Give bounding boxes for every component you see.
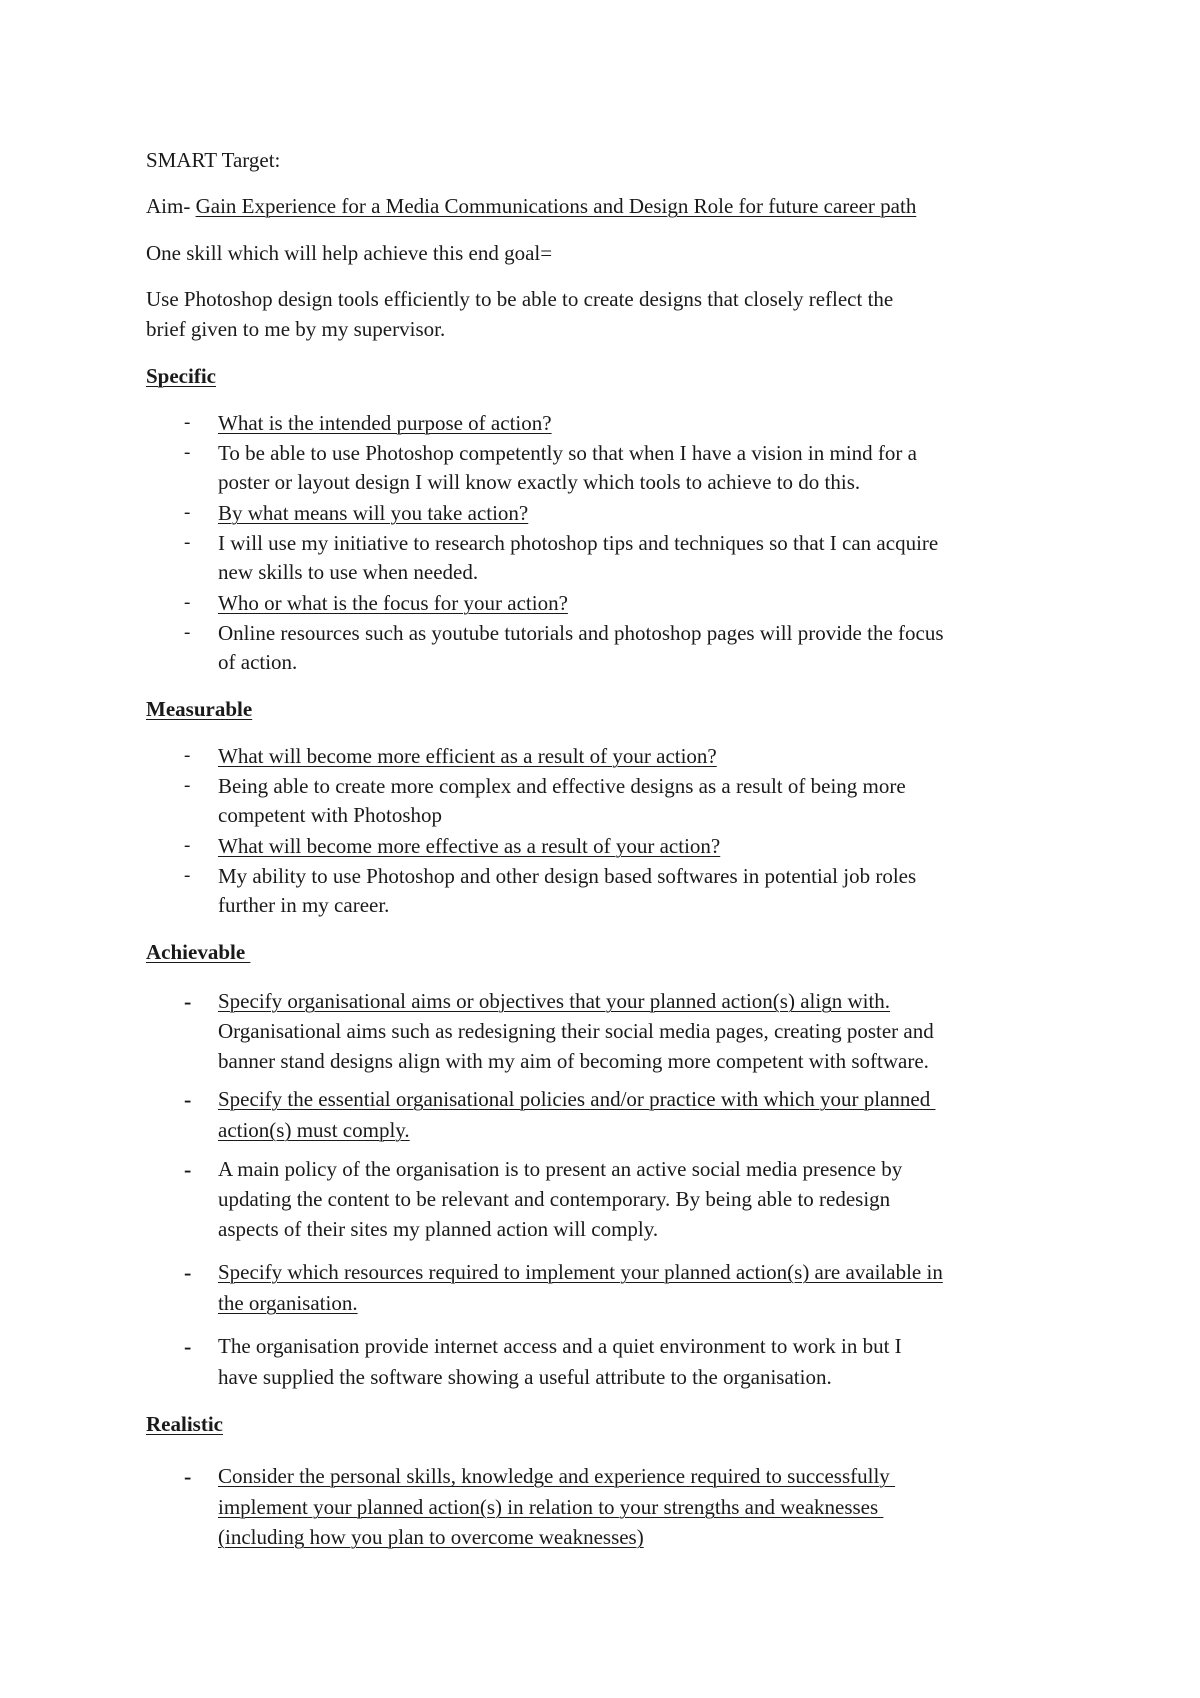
skill-line: brief given to me by my supervisor. [146,317,446,341]
specific-answer: poster or layout design I will know exactly which tools to achieve to do this. [218,470,861,494]
dash-bullet: - [184,592,191,613]
specific-answer: To be able to use Photoshop competently so that when I have a vision in mind for a [218,441,917,465]
dash-bullet: - [184,775,191,796]
achievable-answer: banner stand designs align with my aim of becoming more competent with software. [218,1049,929,1073]
achievable-answer: have supplied the software showing a useful attribute to the organisation. [218,1365,832,1389]
dash-bullet: - [184,622,191,643]
achievable-question: the organisation. [218,1291,358,1315]
dash-bullet: - [184,865,191,886]
aim-text: Gain Experience for a Media Communications and Design Role for future career path [195,194,917,218]
achievable-question: Specify the essential organisational policies and/or practice with which your planned [218,1087,936,1111]
dash-bullet: - [184,532,191,553]
skill-line: Use Photoshop design tools efficiently to be able to create designs that closely reflect the [146,287,894,311]
dash-bullet: - [184,1157,192,1182]
dash-bullet: - [184,1087,192,1112]
aim-prefix: Aim- [146,194,196,218]
measurable-question: What will become more efficient as a result of your action? [218,744,717,768]
dash-bullet: - [184,1260,192,1285]
measurable-answer: My ability to use Photoshop and other design based softwares in potential job roles [218,864,917,888]
aim-line [146,196,916,217]
achievable-answer: A main policy of the organisation is to present an active social media presence by [218,1157,903,1181]
skill-intro: One skill which will help achieve this end goal= [146,241,553,265]
specific-answer: new skills to use when needed. [218,560,479,584]
realistic-question: (including how you plan to overcome weaknesses) [218,1525,644,1549]
dash-bullet: - [184,1464,192,1489]
specific-question: Who or what is the focus for your action? [218,591,568,615]
dash-bullet: - [184,1334,192,1359]
measurable-answer: Being able to create more complex and effective designs as a result of being more [218,774,906,798]
dash-bullet: - [184,442,191,463]
achievable-answer: updating the content to be relevant and contemporary. By being able to redesign [218,1187,891,1211]
measurable-answer: competent with Photoshop [218,803,442,827]
specific-question: By what means will you take action? [218,501,529,525]
section-title-achievable: Achievable [146,940,251,964]
achievable-answer: aspects of their sites my planned action will comply. [218,1217,659,1241]
dash-bullet: - [184,502,191,523]
realistic-question: implement your planned action(s) in relation to your strengths and weaknesses [218,1495,884,1519]
dash-bullet: - [184,835,191,856]
dash-bullet: - [184,412,191,433]
dash-bullet: - [184,745,191,766]
achievable-answer: The organisation provide internet access and a quiet environment to work in but I [218,1334,902,1358]
achievable-question: Specify organisational aims or objectives that your planned action(s) align with. [218,989,891,1013]
specific-answer: of action. [218,650,298,674]
achievable-question: Specify which resources required to implement your planned action(s) are available in [218,1260,943,1284]
dash-bullet: - [184,989,192,1014]
specific-answer: I will use my initiative to research photoshop tips and techniques so that I can acquire [218,531,939,555]
specific-question: What is the intended purpose of action? [218,411,552,435]
document-heading: SMART Target: [146,148,281,172]
realistic-question: Consider the personal skills, knowledge and experience required to successfully [218,1464,896,1488]
achievable-question: action(s) must comply. [218,1118,410,1142]
specific-answer: Online resources such as youtube tutorials and photoshop pages will provide the focus [218,621,944,645]
measurable-answer: further in my career. [218,893,390,917]
section-title-realistic: Realistic [146,1412,223,1436]
achievable-answer: Organisational aims such as redesigning their social media pages, creating poster and [218,1019,934,1043]
section-title-measurable: Measurable [146,697,253,721]
measurable-question: What will become more effective as a result of your action? [218,834,721,858]
section-title-specific: Specific [146,364,216,388]
